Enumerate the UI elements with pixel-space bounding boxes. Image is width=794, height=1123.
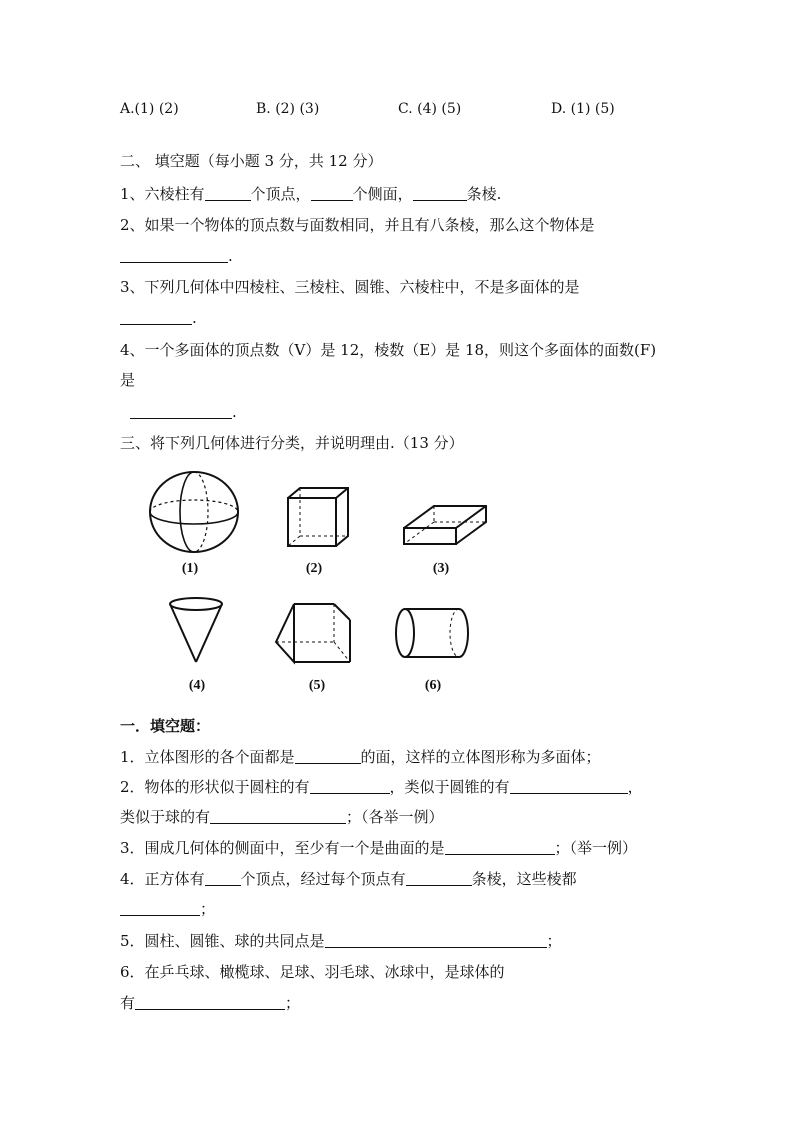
q-text: 1、六棱柱有 [120, 185, 205, 203]
answer-blank[interactable] [310, 779, 390, 794]
cuboid-figure [400, 500, 492, 548]
q-text: 是 [120, 371, 136, 389]
section3-heading: 三、将下列几何体进行分类，并说明理由.（13 分） [120, 434, 464, 452]
question-1-4 [120, 869, 577, 889]
q-text: 6．在乒乓球、橄榄球、足球、羽毛球、冰球中，是球体的 [120, 963, 505, 981]
option-b: B. (2) (3) [256, 101, 320, 117]
answer-blank[interactable] [210, 809, 346, 824]
question-1-3 [120, 838, 637, 858]
question-1-1 [120, 747, 601, 767]
q-text: 的面，这样的立体图形称为多面体； [360, 748, 601, 766]
q-text: 2．物体的形状似于圆柱的有 [120, 778, 310, 796]
answer-blank[interactable] [406, 871, 472, 886]
answer-blank[interactable] [135, 995, 285, 1010]
question-2-2-answer [120, 246, 233, 266]
q-text: 1．立体图形的各个面都是 [120, 748, 295, 766]
q-text: ，类似于圆锥的有 [389, 778, 510, 796]
question-2-3-answer [120, 308, 197, 328]
q-text: 条棱，这些棱都 [471, 870, 577, 888]
answer-blank[interactable] [445, 840, 555, 855]
answer-blank[interactable] [120, 310, 192, 325]
question-1-2-line2 [120, 807, 444, 827]
q-text: 4、一个多面体的顶点数（V）是 12，棱数（E）是 18，则这个多面体的面数(F) [120, 341, 657, 359]
answer-blank[interactable] [311, 186, 353, 201]
question-1-4-answer [120, 899, 215, 919]
question-1-2 [120, 777, 643, 797]
q-text: 2、如果一个物体的顶点数与面数相同，并且有八条棱，那么这个物体是 [120, 216, 595, 234]
q-text: 3．围成几何体的侧面中，至少有一个是曲面的是 [120, 839, 445, 857]
question-2-4-line2 [120, 370, 135, 390]
answer-blank[interactable] [130, 404, 232, 419]
answer-blank[interactable] [120, 248, 228, 263]
q-text: ， [627, 778, 643, 796]
q-end: . [192, 309, 197, 327]
q-text: 个顶点，经过每个顶点有 [240, 870, 406, 888]
answer-blank[interactable] [205, 871, 241, 886]
answer-blank[interactable] [325, 933, 547, 948]
figure-caption-5: (5) [308, 678, 326, 693]
q-text: ；（举一例） [554, 839, 638, 857]
question-1-6 [120, 962, 505, 982]
answer-blank[interactable] [295, 749, 361, 764]
q-text: 个侧面， [352, 185, 413, 203]
question-2-1 [120, 184, 501, 204]
question-2-4 [120, 340, 656, 360]
option-d: D. (1) (5) [551, 101, 615, 117]
q-end: ； [200, 900, 216, 918]
cone-figure [168, 596, 224, 666]
option-c: C. (4) (5) [398, 101, 462, 117]
cylinder-figure [393, 606, 473, 660]
prism-figure [272, 602, 356, 666]
figure-caption-1: (1) [181, 561, 199, 576]
section2-heading: 二、 填空题（每小题 3 分，共 12 分） [120, 152, 383, 170]
option-a: A.(1) (2) [120, 101, 179, 117]
q-text: 有 [120, 994, 136, 1012]
question-1-5 [120, 931, 562, 951]
question-2-4-answer [130, 402, 237, 422]
q-text: 个顶点， [250, 185, 311, 203]
q-end: ； [285, 994, 301, 1012]
q-text: 5．圆柱、圆锥、球的共同点是 [120, 932, 325, 950]
q-end: . [232, 403, 237, 421]
q-end: . [228, 247, 233, 265]
answer-blank[interactable] [413, 186, 467, 201]
figure-caption-2: (2) [305, 561, 323, 576]
answer-blank[interactable] [510, 779, 628, 794]
q-end: ； [546, 932, 562, 950]
figure-caption-4: (4) [188, 678, 206, 693]
q-text: ；（各举一例） [346, 808, 444, 826]
q-text: 4．正方体有 [120, 870, 205, 888]
q-text: 3、下列几何体中四棱柱、三棱柱、圆锥、六棱柱中，不是多面体的是 [120, 278, 580, 296]
cube-figure [278, 484, 354, 552]
figure-caption-3: (3) [432, 561, 450, 576]
q-text: 条棱. [466, 185, 502, 203]
sphere-figure [148, 471, 240, 555]
question-2-3 [120, 277, 580, 297]
answer-blank[interactable] [205, 186, 251, 201]
question-1-6-line2 [120, 993, 300, 1013]
part1-heading: 一．填空题： [120, 717, 211, 735]
q-text: 类似于球的有 [120, 808, 211, 826]
question-2-2 [120, 215, 595, 235]
answer-blank[interactable] [120, 901, 200, 916]
figure-caption-6: (6) [424, 678, 442, 693]
